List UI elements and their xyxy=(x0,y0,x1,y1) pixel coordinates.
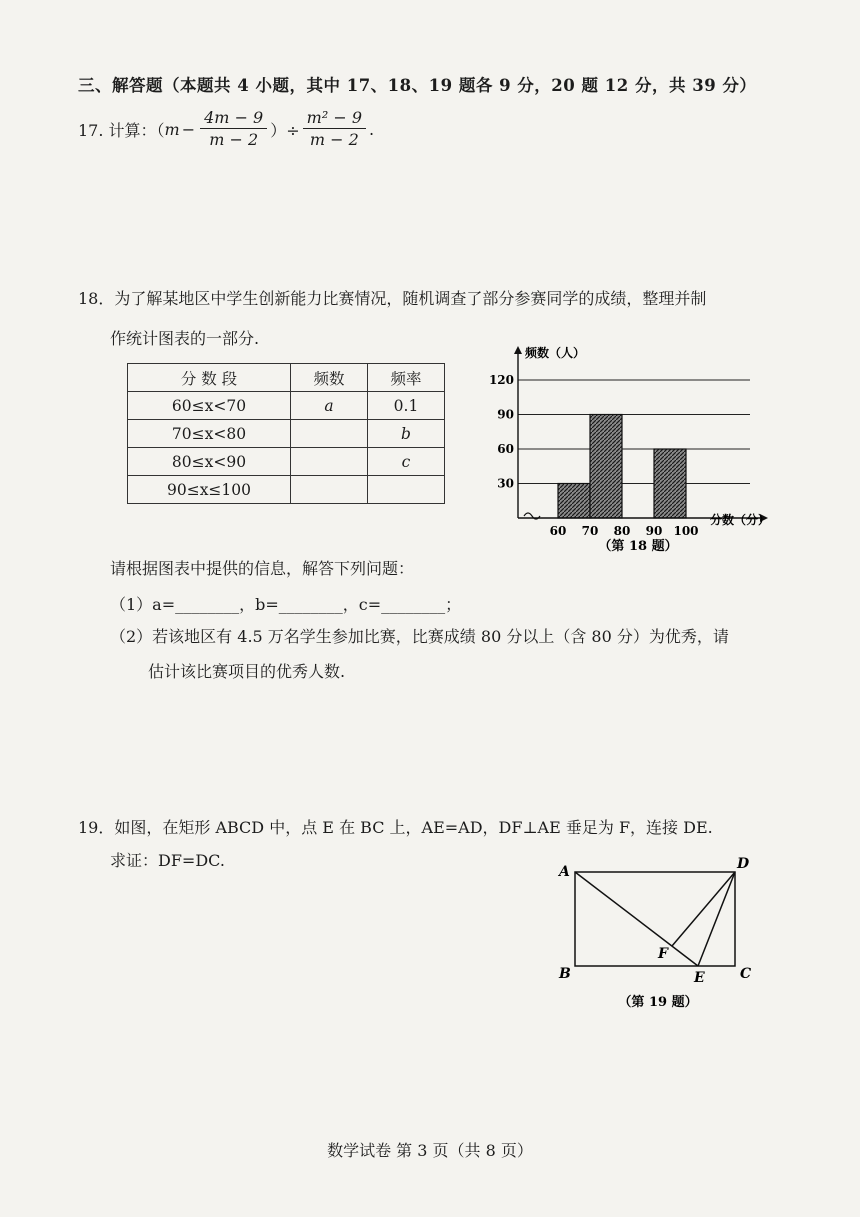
q17-minus: − xyxy=(181,120,196,139)
q18-part-2-line-2: 估计该比赛项目的优秀人数. xyxy=(148,662,346,681)
x-tick-label: 90 xyxy=(645,524,663,538)
table-cell xyxy=(368,476,445,504)
section-title: 三、解答题（本题共 4 小题，其中 17、18、19 题各 9 分，20 题 12 分，共 39 分） xyxy=(78,76,757,95)
table-cell: 60≤x<70 xyxy=(128,392,291,420)
point-label-f: F xyxy=(658,946,668,962)
q18-line-1: 18．为了解某地区中学生创新能力比赛情况，随机调查了部分参赛同学的成绩，整理并制 xyxy=(78,289,707,308)
question-17 xyxy=(78,108,374,151)
q17-prefix: 17. 计算：（ xyxy=(78,121,165,140)
y-axis-arrow xyxy=(514,346,522,354)
table-row xyxy=(128,420,445,448)
q17-close-divide: ）÷ xyxy=(270,121,300,140)
y-tick-label: 60 xyxy=(497,442,514,456)
table-cell: c xyxy=(368,448,445,476)
table-header: 频数 xyxy=(291,364,368,392)
table-header: 频率 xyxy=(368,364,445,392)
histogram-bar xyxy=(590,415,622,519)
table-cell: a xyxy=(291,392,368,420)
q17-fraction-2 xyxy=(303,108,366,151)
histogram-bar xyxy=(558,484,590,519)
y-tick-label: 30 xyxy=(497,476,514,491)
y-axis-label: 频数（人） xyxy=(525,346,586,360)
q18-part-2-line-1: （2）若该地区有 4.5 万名学生参加比赛，比赛成绩 80 分以上（含 80 分）为优秀，请 xyxy=(110,627,729,646)
point-label-d: D xyxy=(737,856,750,872)
q19-line-1: 19．如图，在矩形 ABCD 中，点 E 在 BC 上，AE=AD，DF⊥AE 垂足为 F，连接 DE. xyxy=(78,818,713,837)
x-tick-label: 70 xyxy=(581,524,599,538)
table-cell: b xyxy=(368,420,445,448)
q17-end: . xyxy=(369,120,375,139)
y-tick-label: 120 xyxy=(488,373,514,387)
q19-line-2: 求证：DF=DC. xyxy=(110,851,225,870)
table-cell xyxy=(291,420,368,448)
point-label-a: A xyxy=(559,864,570,880)
page-footer: 数学试卷 第 3 页（共 8 页） xyxy=(327,1141,533,1160)
q17-frac2-numerator: m² − 9 xyxy=(303,108,366,129)
segment-ae xyxy=(575,872,698,966)
q17-m: m xyxy=(164,120,180,139)
table-row xyxy=(128,392,445,420)
table-cell: 90≤x≤100 xyxy=(128,476,291,504)
q18-part-1: （1）a=________，b=________，c=________； xyxy=(110,595,462,614)
x-tick-label: 100 xyxy=(673,524,699,538)
segment-df xyxy=(672,872,735,946)
q17-frac1-denominator: m − 2 xyxy=(209,130,259,149)
histogram-bar xyxy=(654,449,686,518)
q18-line-2: 作统计图表的一部分. xyxy=(110,329,260,348)
table-cell: 80≤x<90 xyxy=(128,448,291,476)
x-axis-label: 分数（分） xyxy=(710,513,771,527)
histogram-chart xyxy=(488,340,788,560)
q17-fraction-1 xyxy=(200,108,267,151)
point-label-b: B xyxy=(559,966,571,982)
table-cell: 70≤x<80 xyxy=(128,420,291,448)
point-label-e: E xyxy=(694,970,705,986)
table-row xyxy=(128,448,445,476)
geometry-figure xyxy=(548,850,768,1020)
table-header: 分 数 段 xyxy=(128,364,291,392)
point-label-c: C xyxy=(740,966,752,982)
frequency-table xyxy=(127,363,445,504)
table-header-row xyxy=(128,364,445,392)
figure-caption: （第 19 题） xyxy=(618,995,698,1010)
y-tick-label: 90 xyxy=(497,407,514,422)
q17-frac1-numerator: 4m − 9 xyxy=(200,108,267,129)
segment-de xyxy=(698,872,735,966)
x-tick-label: 60 xyxy=(549,524,567,538)
table-cell xyxy=(291,476,368,504)
table-cell xyxy=(291,448,368,476)
table-cell: 0.1 xyxy=(368,392,445,420)
q17-frac2-denominator: m − 2 xyxy=(309,130,359,149)
rectangle-abcd xyxy=(575,872,735,966)
x-tick-label: 80 xyxy=(613,524,631,538)
chart-caption: （第 18 题） xyxy=(598,539,678,554)
table-row xyxy=(128,476,445,504)
q18-ask: 请根据图表中提供的信息，解答下列问题： xyxy=(110,559,415,578)
